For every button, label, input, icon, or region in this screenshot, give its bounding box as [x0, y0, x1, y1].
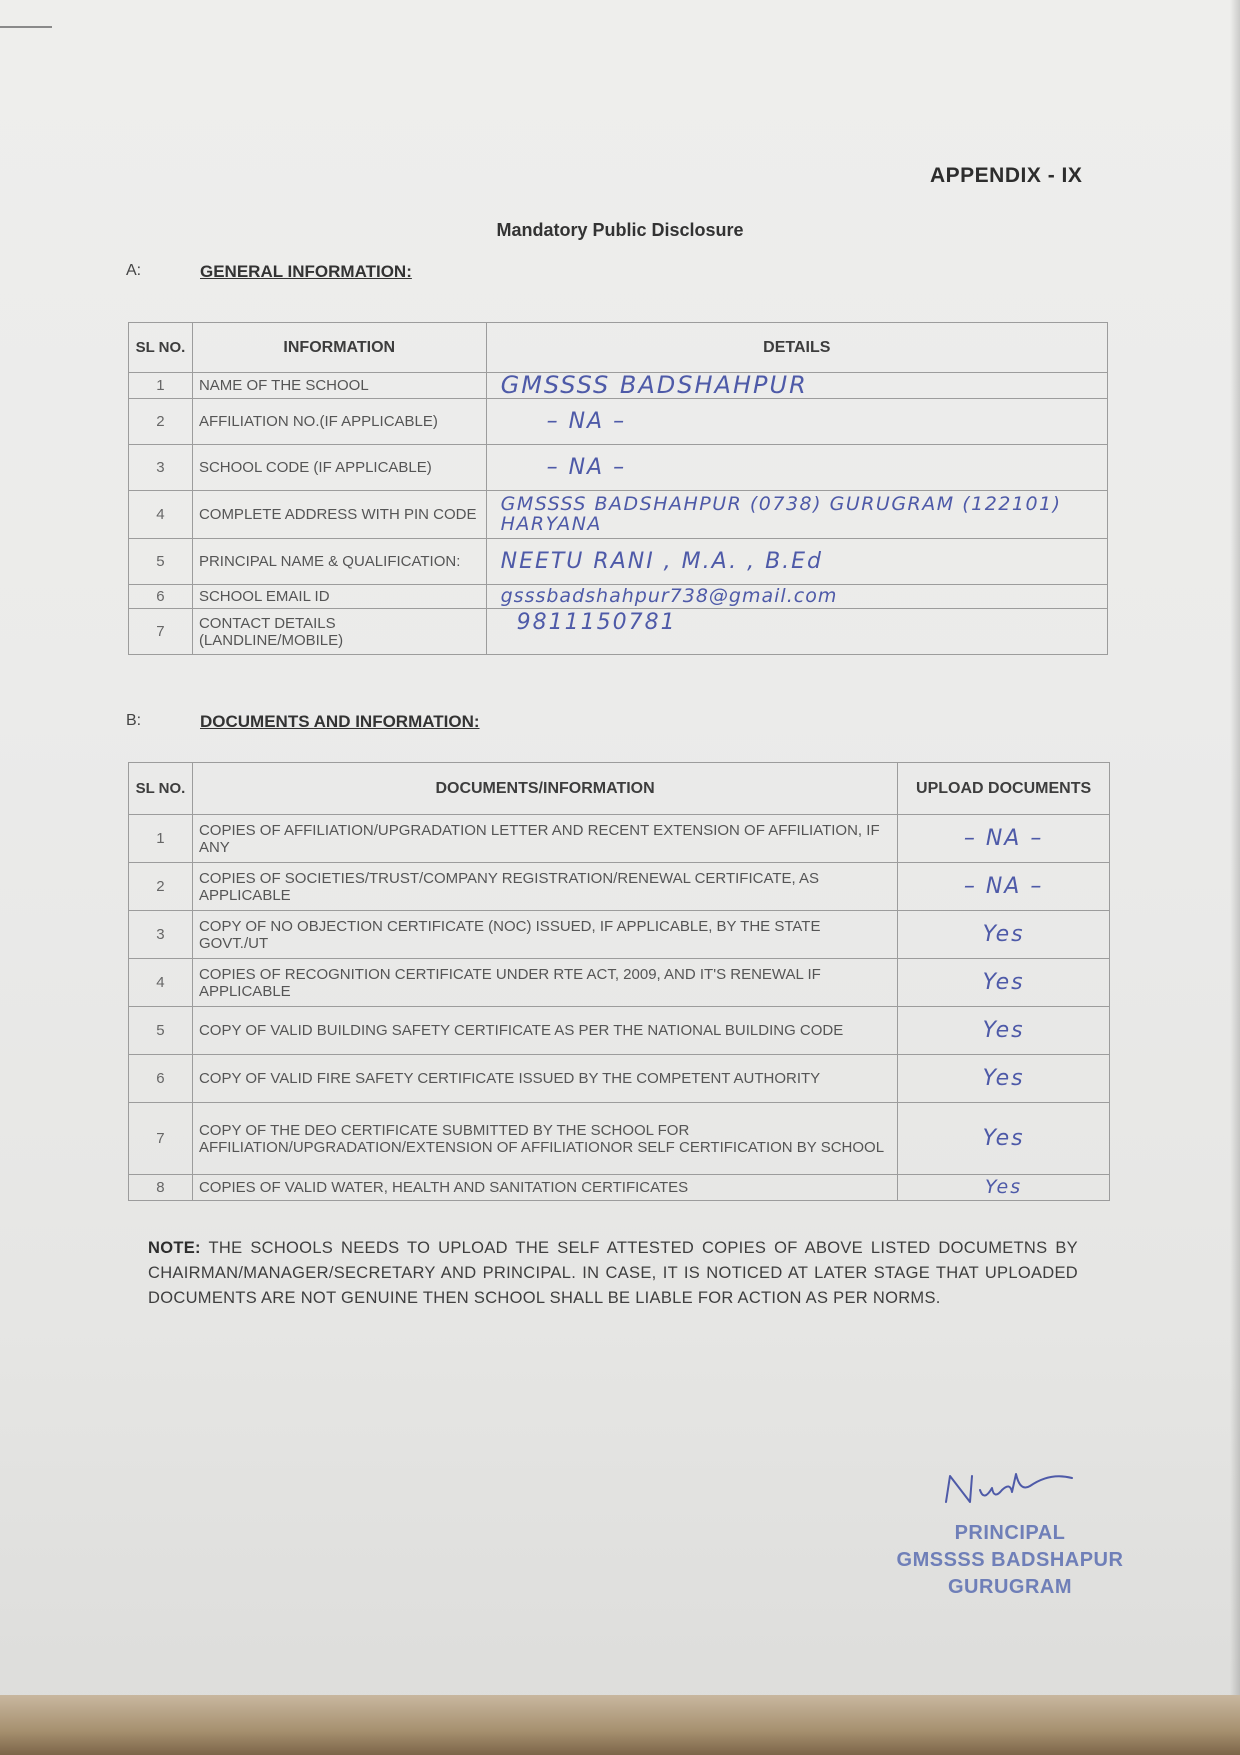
- row-info: PRINCIPAL NAME & QUALIFICATION:: [192, 539, 486, 585]
- row-details-handwritten: gsssbadshahpur738@gmail.com: [486, 585, 1107, 609]
- row-upload-handwritten: – NA –: [898, 863, 1110, 911]
- row-upload-handwritten: Yes: [898, 911, 1110, 959]
- header-documents: DOCUMENTS/INFORMATION: [192, 763, 897, 815]
- row-sl: 1: [129, 815, 193, 863]
- table-row: [129, 1007, 1110, 1055]
- note-text: THE SCHOOLS NEEDS TO UPLOAD THE SELF ATTESTED COPIES OF ABOVE LISTED DOCUMETNS BY CHAIRMAN/MANAGER/SECRETARY AND PRINCIPAL. IN CASE, IT IS NOTICED AT LATER STAGE THAT UPLOADED DOCUMENTS ARE NOT GENUINE THEN SCHOOL SHALL BE LIABLE FOR ACTION AS PER NORMS.: [148, 1239, 1078, 1307]
- table-row: [129, 959, 1110, 1007]
- row-details-handwritten: 9811150781: [486, 609, 1107, 655]
- header-sl: SL NO.: [129, 323, 193, 373]
- row-sl: 5: [129, 1007, 193, 1055]
- header-details: DETAILS: [486, 323, 1107, 373]
- row-document: COPIES OF AFFILIATION/UPGRADATION LETTER AND RECENT EXTENSION OF AFFILIATION, IF ANY: [192, 815, 897, 863]
- row-details-handwritten: – NA –: [486, 445, 1107, 491]
- row-upload-handwritten: Yes: [898, 1007, 1110, 1055]
- stamp-line: GMSSSS BADSHAPUR: [896, 1549, 1124, 1571]
- table-header-row: [129, 323, 1108, 373]
- table-header-row: [129, 763, 1110, 815]
- appendix-label: APPENDIX - IX: [930, 164, 1083, 187]
- row-info: SCHOOL EMAIL ID: [192, 585, 486, 609]
- row-sl: 3: [129, 911, 193, 959]
- corner-mark: [0, 26, 52, 28]
- row-upload-handwritten: Yes: [898, 1175, 1110, 1201]
- general-info-table: [128, 322, 1108, 655]
- row-sl: 3: [129, 445, 193, 491]
- row-details-handwritten: – NA –: [486, 399, 1107, 445]
- row-sl: 4: [129, 491, 193, 539]
- row-sl: 7: [129, 1103, 193, 1175]
- row-details-handwritten: GMSSSS BADSHAHPUR: [486, 373, 1107, 399]
- table-row: [129, 399, 1108, 445]
- row-document: COPY OF VALID FIRE SAFETY CERTIFICATE ISSUED BY THE COMPETENT AUTHORITY: [192, 1055, 897, 1103]
- header-information: INFORMATION: [192, 323, 486, 373]
- documents-table: [128, 762, 1110, 1201]
- row-document: COPY OF THE DEO CERTIFICATE SUBMITTED BY THE SCHOOL FOR AFFILIATION/UPGRADATION/EXTENSION OF AFFILIATIONOR SELF CERTIFICATION BY SCHOOL: [192, 1103, 897, 1175]
- paper-edge-shadow: [1230, 0, 1240, 1755]
- section-b-label: B:: [126, 712, 142, 729]
- row-document: COPIES OF RECOGNITION CERTIFICATE UNDER RTE ACT, 2009, AND IT'S RENEWAL IF APPLICABLE: [192, 959, 897, 1007]
- row-document: COPY OF VALID BUILDING SAFETY CERTIFICATE AS PER THE NATIONAL BUILDING CODE: [192, 1007, 897, 1055]
- row-details-handwritten: NEETU RANI , M.A. , B.Ed: [486, 539, 1107, 585]
- row-info: NAME OF THE SCHOOL: [192, 373, 486, 399]
- row-details-handwritten: GMSSSS BADSHAHPUR (0738) GURUGRAM (122101) HARYANA: [486, 491, 1107, 539]
- row-sl: 2: [129, 863, 193, 911]
- row-upload-handwritten: Yes: [898, 1055, 1110, 1103]
- row-info: COMPLETE ADDRESS WITH PIN CODE: [192, 491, 486, 539]
- table-row: [129, 609, 1108, 655]
- table-row: [129, 445, 1108, 491]
- row-info: SCHOOL CODE (IF APPLICABLE): [192, 445, 486, 491]
- section-a-title: GENERAL INFORMATION:: [200, 262, 412, 281]
- principal-stamp: [880, 1520, 1140, 1601]
- row-sl: 8: [129, 1175, 193, 1201]
- row-upload-handwritten: – NA –: [898, 815, 1110, 863]
- row-sl: 2: [129, 399, 193, 445]
- table-row: [129, 491, 1108, 539]
- page-title: Mandatory Public Disclosure: [496, 220, 744, 240]
- table-row: [129, 539, 1108, 585]
- note-label: NOTE:: [148, 1239, 201, 1257]
- row-sl: 6: [129, 585, 193, 609]
- stamp-line: GURUGRAM: [948, 1576, 1072, 1598]
- row-upload-handwritten: Yes: [898, 959, 1110, 1007]
- principal-signature: [940, 1462, 1080, 1517]
- row-document: COPY OF NO OBJECTION CERTIFICATE (NOC) ISSUED, IF APPLICABLE, BY THE STATE GOVT./UT: [192, 911, 897, 959]
- section-a-label: A:: [126, 262, 142, 279]
- table-row: [129, 815, 1110, 863]
- header-upload-documents: UPLOAD DOCUMENTS: [898, 763, 1110, 815]
- table-row: [129, 1175, 1110, 1201]
- row-sl: 4: [129, 959, 193, 1007]
- header-sl: SL NO.: [129, 763, 193, 815]
- row-sl: 5: [129, 539, 193, 585]
- table-surface: [0, 1695, 1240, 1755]
- section-b-title: DOCUMENTS AND INFORMATION:: [200, 712, 480, 731]
- row-sl: 6: [129, 1055, 193, 1103]
- table-row: [129, 1103, 1110, 1175]
- table-row: [129, 373, 1108, 399]
- row-info: AFFILIATION NO.(IF APPLICABLE): [192, 399, 486, 445]
- row-document: COPIES OF VALID WATER, HEALTH AND SANITATION CERTIFICATES: [192, 1175, 897, 1201]
- row-document: COPIES OF SOCIETIES/TRUST/COMPANY REGISTRATION/RENEWAL CERTIFICATE, AS APPLICABLE: [192, 863, 897, 911]
- table-row: [129, 1055, 1110, 1103]
- table-row: [129, 911, 1110, 959]
- note-paragraph: [148, 1236, 1078, 1311]
- table-row: [129, 585, 1108, 609]
- row-info: CONTACT DETAILS (LANDLINE/MOBILE): [192, 609, 486, 655]
- row-sl: 1: [129, 373, 193, 399]
- row-upload-handwritten: Yes: [898, 1103, 1110, 1175]
- row-sl: 7: [129, 609, 193, 655]
- table-row: [129, 863, 1110, 911]
- stamp-line: PRINCIPAL: [954, 1522, 1066, 1544]
